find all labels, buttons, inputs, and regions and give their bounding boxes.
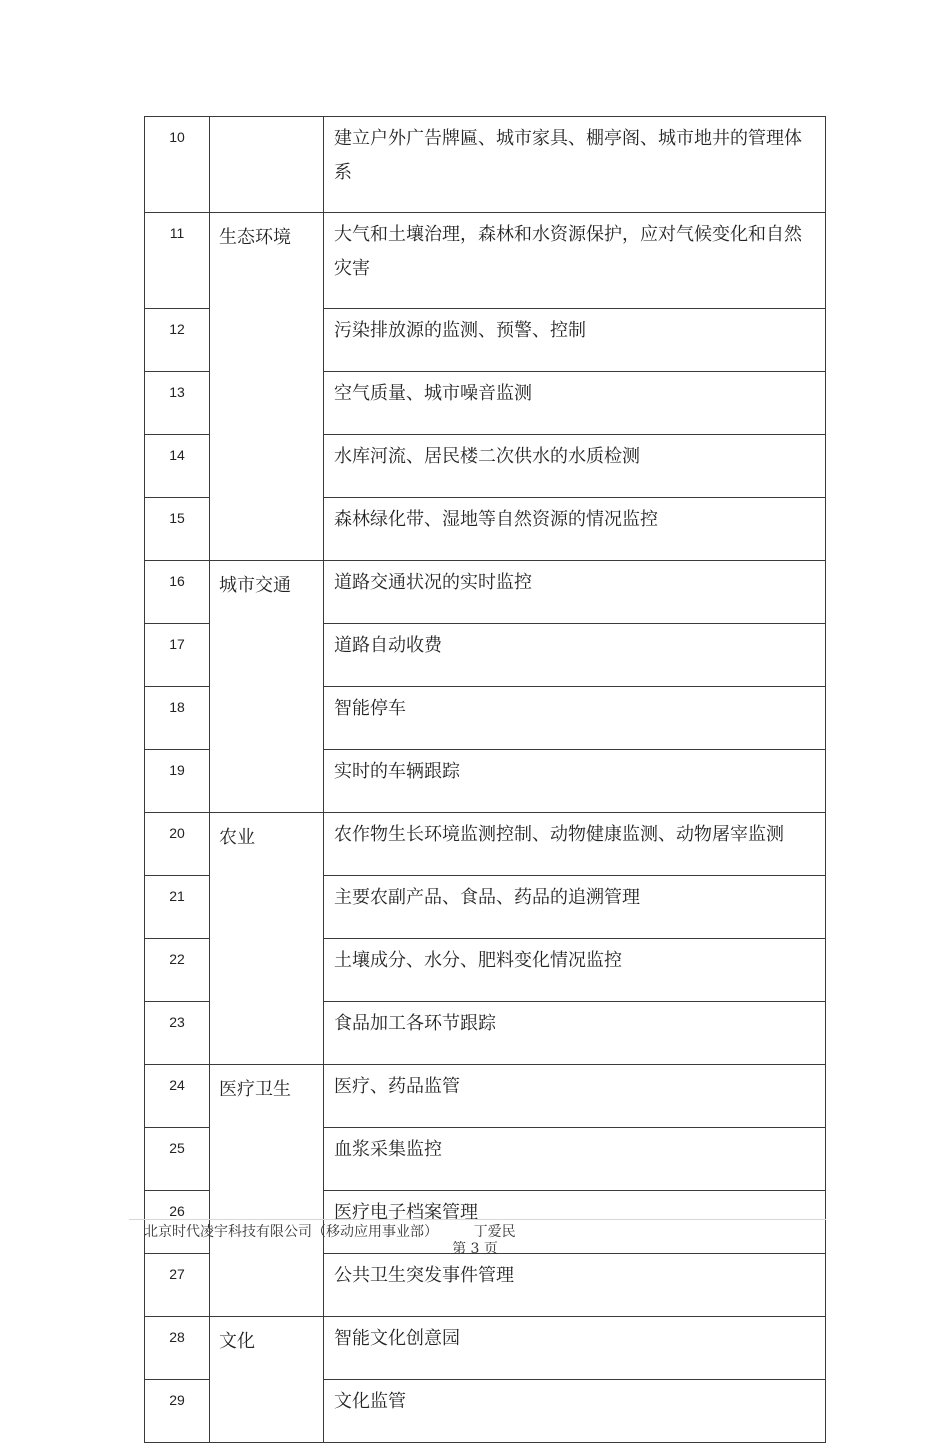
description-cell: 智能文化创意园 — [324, 1317, 826, 1380]
description-cell: 主要农副产品、食品、药品的追溯管理 — [324, 876, 826, 939]
category-cell: 文化 — [210, 1317, 324, 1443]
row-number: 26 — [145, 1191, 210, 1254]
footer-divider — [129, 1219, 826, 1220]
description-cell: 医疗电子档案管理 — [324, 1191, 826, 1254]
row-number: 14 — [145, 435, 210, 498]
description-cell: 土壤成分、水分、肥料变化情况监控 — [324, 939, 826, 1002]
description-cell: 污染排放源的监测、预警、控制 — [324, 309, 826, 372]
row-number: 23 — [145, 1002, 210, 1065]
row-number: 28 — [145, 1317, 210, 1380]
description-cell: 森林绿化带、湿地等自然资源的情况监控 — [324, 498, 826, 561]
category-cell — [210, 117, 324, 213]
table-row — [145, 1065, 826, 1128]
description-cell: 道路交通状况的实时监控 — [324, 561, 826, 624]
description-cell: 智能停车 — [324, 687, 826, 750]
row-number: 10 — [145, 117, 210, 213]
row-number: 18 — [145, 687, 210, 750]
category-cell: 城市交通 — [210, 561, 324, 813]
description-cell: 道路自动收费 — [324, 624, 826, 687]
row-number: 16 — [145, 561, 210, 624]
table-row — [145, 117, 826, 213]
table-row — [145, 213, 826, 309]
description-cell: 建立户外广告牌匾、城市家具、棚亭阁、城市地井的管理体系 — [324, 117, 826, 213]
row-number: 29 — [145, 1380, 210, 1443]
author-name: 丁爱民 — [473, 1224, 516, 1240]
row-number: 11 — [145, 213, 210, 309]
row-number: 22 — [145, 939, 210, 1002]
description-cell: 食品加工各环节跟踪 — [324, 1002, 826, 1065]
table-row — [145, 561, 826, 624]
row-number: 12 — [145, 309, 210, 372]
page-number: 第 3 页 — [452, 1241, 498, 1257]
description-cell: 公共卫生突发事件管理 — [324, 1254, 826, 1317]
category-cell: 农业 — [210, 813, 324, 1065]
category-cell: 生态环境 — [210, 213, 324, 561]
row-number: 17 — [145, 624, 210, 687]
row-number: 25 — [145, 1128, 210, 1191]
description-cell: 大气和土壤治理，森林和水资源保护，应对气候变化和自然灾害 — [324, 213, 826, 309]
category-cell: 医疗卫生 — [210, 1065, 324, 1317]
row-number: 15 — [145, 498, 210, 561]
description-cell: 空气质量、城市噪音监测 — [324, 372, 826, 435]
row-number: 27 — [145, 1254, 210, 1317]
description-cell: 血浆采集监控 — [324, 1128, 826, 1191]
row-number: 20 — [145, 813, 210, 876]
table-row — [145, 813, 826, 876]
row-number: 19 — [145, 750, 210, 813]
company-name: 北京时代凌宇科技有限公司（移动应用事业部） — [144, 1224, 438, 1240]
description-cell: 农作物生长环境监测控制、动物健康监测、动物屠宰监测 — [324, 813, 826, 876]
table-row — [145, 1317, 826, 1380]
row-number: 24 — [145, 1065, 210, 1128]
row-number: 21 — [145, 876, 210, 939]
row-number: 13 — [145, 372, 210, 435]
description-cell: 实时的车辆跟踪 — [324, 750, 826, 813]
description-cell: 文化监管 — [324, 1380, 826, 1443]
description-cell: 医疗、药品监管 — [324, 1065, 826, 1128]
description-cell: 水库河流、居民楼二次供水的水质检测 — [324, 435, 826, 498]
